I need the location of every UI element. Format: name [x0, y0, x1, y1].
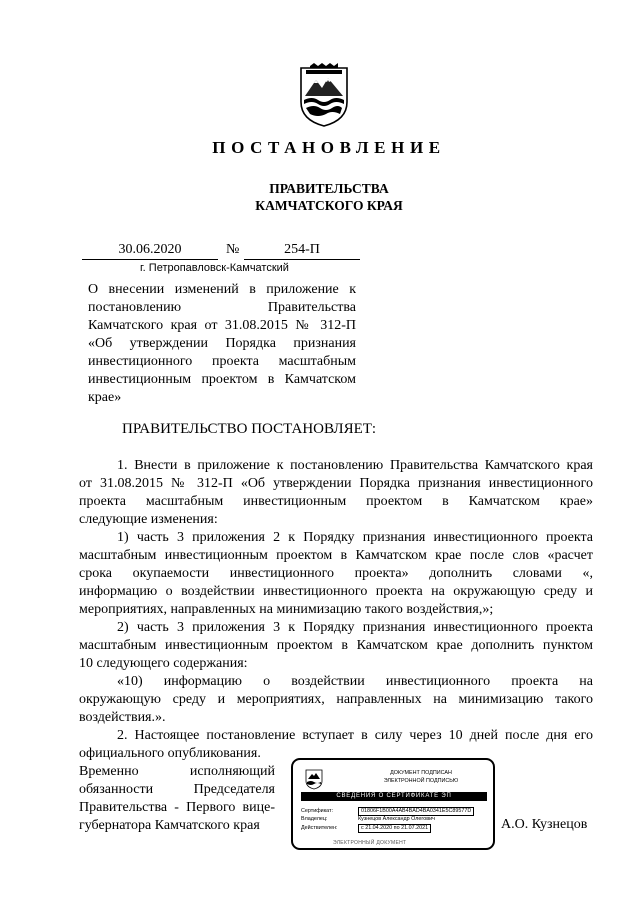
- authority-line: КАМЧАТСКОГО КРАЯ: [255, 198, 403, 213]
- document-body: [79, 457, 593, 763]
- subject-line: постановлению Правительства: [88, 300, 356, 315]
- subject-line: Камчатского края от 31.08.2015 № 312-П: [88, 318, 356, 333]
- subject-line: О внесении изменений в приложение к: [88, 282, 356, 297]
- signatory-name: А.О. Кузнецов: [501, 817, 588, 832]
- subject-line: «Об утверждении Порядка признания: [88, 336, 356, 351]
- body-line: 2) часть 3 приложения 3 к Порядку признания инвестиционного проекта: [117, 620, 593, 635]
- subject-line: крае»: [88, 390, 122, 405]
- owner-row: [301, 816, 489, 823]
- body-line: окружающую среду и мероприятиях, направленных на минимизацию такого: [79, 692, 593, 707]
- body-line: масштабным инвестиционным проектом в Камчатском крае после слов «расчет: [79, 548, 593, 563]
- signer-line: Временно исполняющий: [79, 764, 275, 779]
- owner-value: Кузнецов Александр Олегович: [358, 816, 435, 822]
- body-line: воздействия.».: [79, 710, 166, 725]
- body-line: 1) часть 3 приложения 2 к Порядку признания инвестиционного проекта: [117, 530, 593, 545]
- stamp-heading-line: ДОКУМЕНТ ПОДПИСАН: [390, 770, 452, 776]
- validity-value: с 21.04.2020 по 21.07.2021: [358, 824, 431, 833]
- subject-line: инвестиционного проекта масштабным: [88, 354, 356, 369]
- document-date: 30.06.2020: [82, 242, 218, 260]
- signer-line: губернатора Камчатского края: [79, 818, 260, 833]
- body-line: 1. Внести в приложение к постановлению Правительства Камчатского края: [117, 458, 593, 473]
- certificate-label: Сертификат:: [301, 808, 334, 814]
- stamp-certificate-bar: СВЕДЕНИЯ О СЕРТИФИКАТЕ ЭП: [301, 792, 487, 801]
- signer-line: обязанности Председателя: [79, 782, 275, 797]
- document-subject: [88, 281, 356, 407]
- coat-of-arms-icon: [305, 768, 323, 790]
- body-line: срока окупаемости инвестиционного проекта» дополнить словами «,: [79, 566, 593, 581]
- coat-of-arms-emblem: [298, 62, 350, 128]
- decree-heading: ПРАВИТЕЛЬСТВО ПОСТАНОВЛЯЕТ:: [122, 421, 377, 437]
- body-line: проекта масштабным инвестиционным проектом в Камчатском крае»: [79, 494, 593, 509]
- owner-label: Владелец:: [301, 816, 328, 822]
- signer-line: Правительства - Первого вице-: [79, 800, 275, 815]
- stamp-footer: ЭЛЕКТРОННЫЙ ДОКУМЕНТ: [333, 840, 407, 846]
- body-line: 10 следующего содержания:: [79, 656, 248, 671]
- number-sign: №: [226, 242, 240, 257]
- body-line: «10) информацию о воздействии инвестиционного проекта на: [117, 674, 593, 689]
- subject-line: инвестиционным проектом в Камчатском: [88, 372, 356, 387]
- body-line: мероприятиях, направленных на минимизацию такого воздействия,»;: [79, 602, 494, 617]
- certificate-value: 01806F1B00A4AB4BAD4BA0341E5C89577D: [358, 807, 474, 816]
- issuing-authority: [0, 180, 640, 214]
- electronic-signature-stamp: [291, 758, 495, 850]
- stamp-heading: [353, 770, 489, 785]
- body-line: следующие изменения:: [79, 512, 218, 527]
- body-line: информацию о воздействии инвестиционного проекта на окружающую среду и: [79, 584, 593, 599]
- place-of-issue: г. Петропавловск-Камчатский: [140, 262, 289, 274]
- body-line: от 31.08.2015 № 312-П «Об утверждении Порядка признания инвестиционного: [79, 476, 593, 491]
- stamp-heading-line: ЭЛЕКТРОННОЙ ПОДПИСЬЮ: [383, 777, 459, 784]
- certificate-row: [301, 807, 489, 816]
- document-number: 254-П: [244, 242, 360, 260]
- body-line: 2. Настоящее постановление вступает в силу через 10 дней после дня его: [117, 728, 593, 743]
- signer-position: [79, 763, 275, 835]
- body-line: масштабным инвестиционным проектом в Камчатском крае дополнить пунктом: [79, 638, 593, 653]
- body-line: официального опубликования.: [79, 746, 261, 761]
- validity-row: [301, 824, 489, 833]
- authority-line: ПРАВИТЕЛЬСТВА: [269, 181, 389, 196]
- document-title: ПОСТАНОВЛЕНИЕ: [212, 138, 446, 157]
- validity-label: Действителен:: [301, 825, 338, 831]
